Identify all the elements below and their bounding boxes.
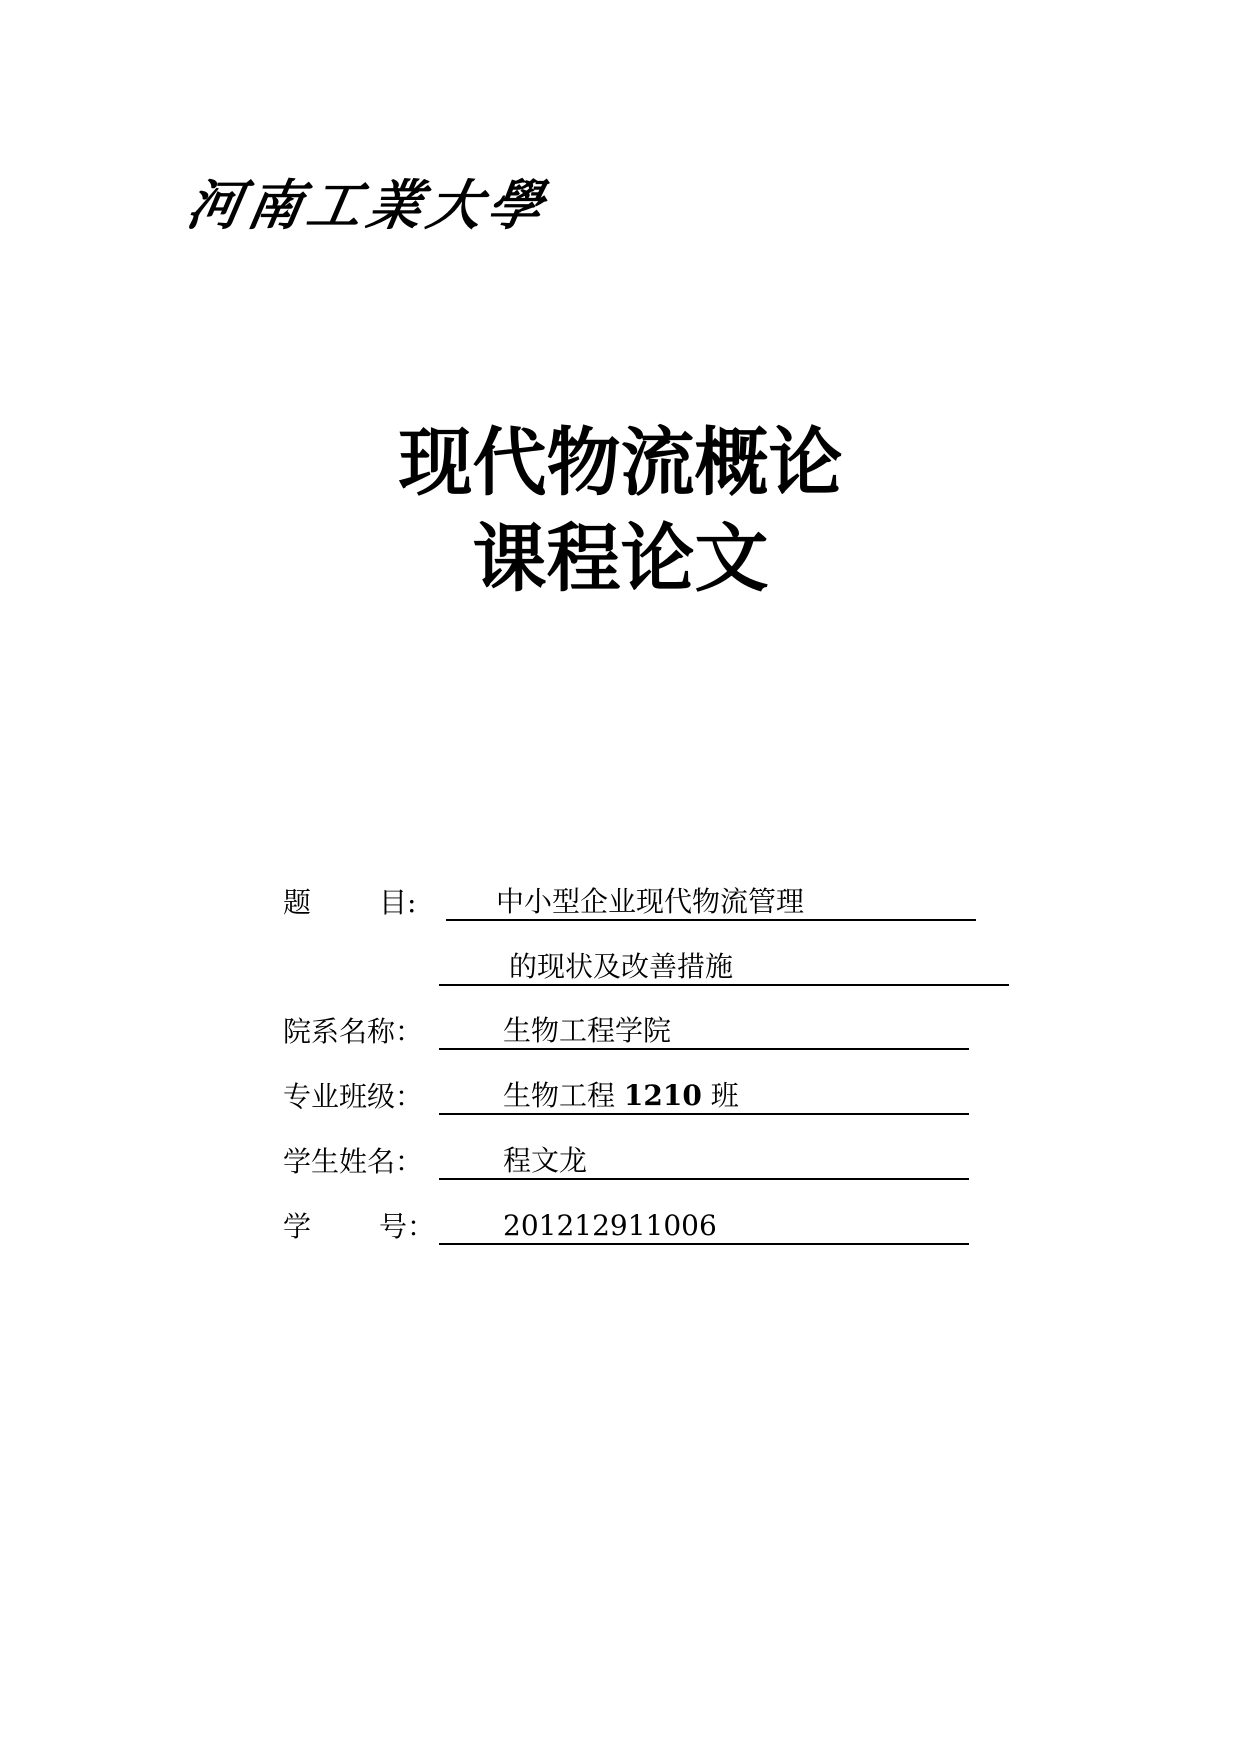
student-id-value: [439, 1207, 969, 1245]
course-title: 现代物流概论: [398, 420, 843, 506]
student-name-value: [439, 1142, 969, 1180]
paper-type-title: 课程论文: [472, 516, 769, 602]
department-label: 院系名称：: [283, 1015, 424, 1048]
student-id-label: [283, 1207, 436, 1247]
university-logo: 河南工業大學: [182, 173, 554, 237]
topic-label-char2: 目:: [379, 886, 417, 919]
student-id-label-char1: 学: [283, 1210, 312, 1243]
student-name-value-text: 程文龙: [503, 1144, 588, 1177]
topic-label-char1: 题: [283, 886, 312, 919]
department-value: [439, 1012, 969, 1050]
class-value-text: [503, 1077, 739, 1115]
class-label: 专业班级：: [283, 1080, 424, 1113]
class-value-number: 1210: [623, 1079, 702, 1112]
student-id-value-text: 201212911006: [503, 1209, 717, 1242]
class-value-prefix: 生物工程: [503, 1079, 616, 1112]
topic-value-line2: [439, 948, 1009, 986]
topic-value-line1: [446, 883, 976, 921]
topic-value-line2-text: 的现状及改善措施: [509, 950, 734, 983]
topic-label: [283, 883, 417, 923]
student-id-label-char2: 号：: [379, 1210, 436, 1243]
class-value-suffix: 班: [710, 1079, 739, 1112]
topic-value-line1-text: 中小型企业现代物流管理: [496, 885, 805, 918]
student-name-label: 学生姓名：: [283, 1145, 424, 1178]
class-value: [439, 1077, 969, 1115]
department-value-text: 生物工程学院: [503, 1014, 672, 1047]
